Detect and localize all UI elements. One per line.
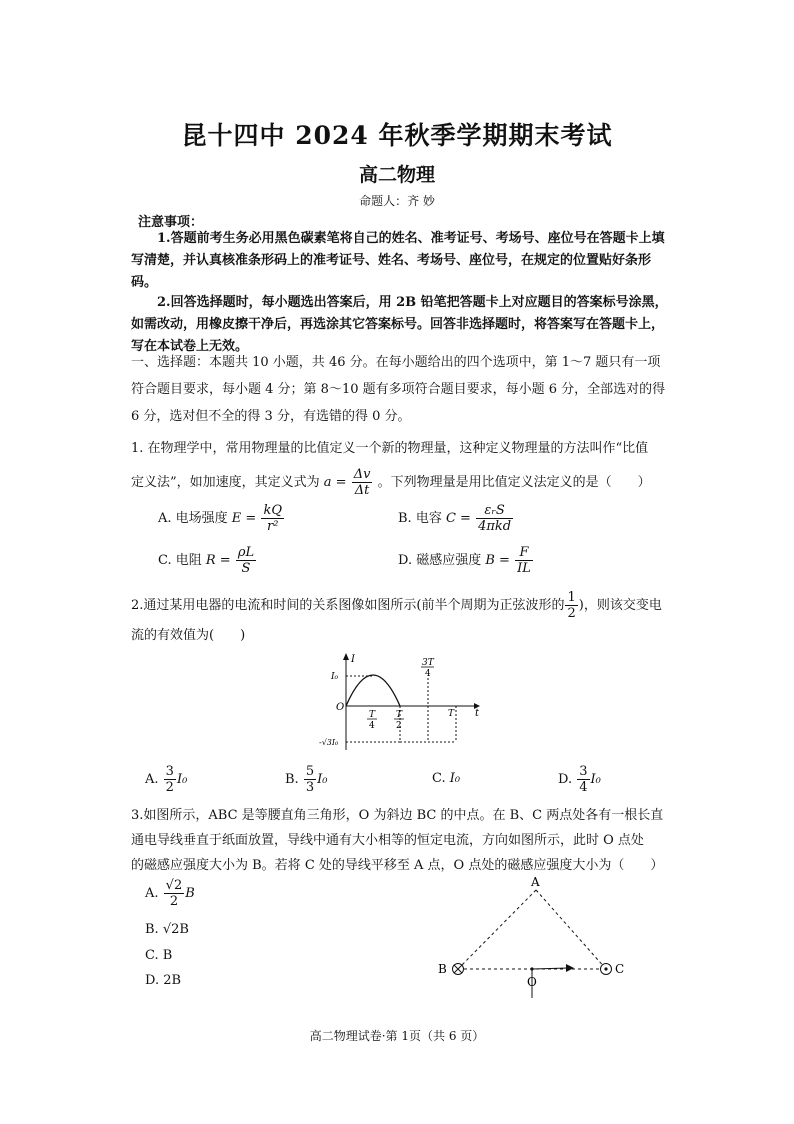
q2-option-a-den: 2 xyxy=(165,780,174,795)
q2-option-d-num: 3 xyxy=(579,764,588,779)
q1-option-c-den: S xyxy=(241,561,251,576)
q1-option-a xyxy=(158,503,285,534)
page-footer: 高二物理试卷·第 1页（共 6 页） xyxy=(309,1029,485,1043)
q3-line-1: 3.如图所示，ABC 是等腰直角三角形，O 为斜边 BC 的中点。在 B、C 两点处各有一根长直 xyxy=(131,808,664,823)
q2-graph-t-quarter-num: T xyxy=(369,710,376,720)
q2-graph-t-3q-num: 3T xyxy=(422,658,434,668)
q1-option-b-den: 4πkd xyxy=(478,519,512,534)
q2-graph-sine-segment xyxy=(346,675,400,706)
exam-title: 昆十四中 2024 年秋季学期期末考试 xyxy=(181,121,613,150)
q2-graph-t-full-label: T xyxy=(448,709,455,719)
q1-def-den: Δt xyxy=(354,483,370,498)
q2-graph-y-arrow xyxy=(343,653,349,660)
q2-current-graph xyxy=(319,650,487,752)
q1-option-c xyxy=(158,545,257,576)
q2-option-a-num: 3 xyxy=(165,764,174,779)
q1-option-d-lhs: B = xyxy=(485,553,510,568)
q2-half-den: 2 xyxy=(567,606,576,621)
q1-option-c-num: ρL xyxy=(237,545,255,560)
q1-line-1: 1. 在物理学中，常用物理量的比值定义一个新的物理量，这种定义物理量的方法叫作“比值 xyxy=(131,441,649,456)
q1-option-d-num: F xyxy=(515,545,533,561)
q1-line-2-start: 定义法”，如加速度，其定义式为 xyxy=(131,475,320,490)
q3-option-a-var: B xyxy=(185,886,195,901)
q2-option-c-var: I₀ xyxy=(449,771,461,786)
notes-heading: 注意事项： xyxy=(138,215,204,230)
notes-item-1: 1.答题前考生务必用黑色碳素笔将自己的姓名、准考证号、考场号、座位号在答题卡上填写清楚，并认真核准条形码上的准考证号、姓名、考场号、座位号，在规定的位置贴好条形码。 xyxy=(131,231,665,290)
q1-option-d xyxy=(398,545,534,576)
q1-option-b-lhs: C = xyxy=(445,511,471,526)
q3-option-a-den: 2 xyxy=(169,894,179,909)
q1-option-b-num: εᵣS xyxy=(476,503,513,519)
q3-triangle-diagram xyxy=(430,872,640,1007)
notes-item-2: 2.回答选择题时，每小题选出答案后，用 2B 铅笔把答题卡上对应题目的答案标号涂黑，如需改动，用橡皮擦干净后，再选涂其它答案标号。回答非选择题时，将答案写在答题卡上，写在本试卷上无效。 xyxy=(131,295,668,354)
q2-option-a-var: I₀ xyxy=(176,772,188,787)
q2-option-d-fraction xyxy=(577,764,589,795)
q1-option-d-label: D. 磁感应强度 xyxy=(398,553,482,568)
q2-option-b-var: I₀ xyxy=(317,772,328,787)
q2-option-c-label: C. xyxy=(432,771,446,786)
q1-option-b-label: B. 电容 xyxy=(398,511,442,526)
q3-label-b: B xyxy=(438,962,447,976)
q3-option-d: D. 2B xyxy=(145,973,182,988)
q2-option-b xyxy=(285,764,327,795)
q2-line-1-start: 2.通过某用电器的电流和时间的关系图像如图所示(前半个周期为正弦波形的 xyxy=(131,598,565,613)
q3-line-2: 通电导线垂直于纸面放置，导线中通有大小相等的恒定电流，方向如图所示，此时 O 点处 xyxy=(131,833,644,848)
q1-option-d-den: IL xyxy=(517,561,531,576)
q3-option-c: C. B xyxy=(145,948,173,963)
q2-option-d-den: 4 xyxy=(579,780,588,795)
q1-option-a-den: r² xyxy=(267,519,279,534)
q3-side-ac xyxy=(536,890,606,969)
q3-option-b: B. √2B xyxy=(145,922,189,937)
q1-option-d-fraction xyxy=(515,545,533,576)
q1-option-a-num: kQ xyxy=(263,503,282,518)
q2-option-c xyxy=(432,771,460,786)
q2-option-d-label: D. xyxy=(558,772,573,787)
q1-def-fraction xyxy=(352,467,373,498)
q1-def-num: Δv xyxy=(353,467,371,482)
q3-label-o: O xyxy=(527,975,537,989)
q2-option-d-var: I₀ xyxy=(590,772,601,787)
q2-option-d xyxy=(558,764,601,795)
q1-option-a-lhs: E = xyxy=(231,511,257,526)
q1-line-2 xyxy=(131,467,651,498)
q2-half-num: 1 xyxy=(567,590,576,605)
q2-graph-t-quarter-den: 4 xyxy=(369,721,375,731)
q2-option-a-fraction xyxy=(164,764,176,795)
q3-option-a xyxy=(145,878,195,909)
q3-side-ab xyxy=(458,890,536,969)
q3-field-arrowhead xyxy=(566,964,574,972)
section-1-instructions: 一、选择题：本题共 10 小题，共 46 分。在每小题给出的四个选项中，第 1～7 题只有一项符合题目要求，每小题 4 分；第 8～10 题有多项符合题目要求，每小题 6 分，全部选对的得 6 分，选对但不全的得 3 分，有选错的得 0 分。 xyxy=(131,355,666,424)
q2-graph-t-3q-den: 4 xyxy=(425,669,431,679)
q2-graph-t-half-num: T xyxy=(396,710,403,720)
author-line: 命题人：齐 妙 xyxy=(359,194,435,208)
q1-option-b xyxy=(398,503,514,534)
q1-option-c-lhs: R = xyxy=(205,553,231,568)
q3-option-a-num: √2 xyxy=(165,878,183,893)
q2-graph-neg-label: -√3I₀ xyxy=(319,738,339,747)
q3-option-a-label: A. xyxy=(145,886,159,901)
q2-line-2: 流的有效值为( ) xyxy=(131,628,246,643)
q1-def-lhs: a = xyxy=(323,475,347,490)
q2-option-a xyxy=(145,764,187,795)
q2-option-a-label: A. xyxy=(145,772,159,787)
q2-graph-peak-label: I₀ xyxy=(331,672,339,682)
q2-graph-t-half-den: 2 xyxy=(396,721,402,731)
q2-option-b-fraction xyxy=(304,764,316,795)
q1-line-2-end: 。下列物理量是用比值定义法定义的是（ ） xyxy=(377,475,651,490)
q1-option-a-fraction xyxy=(261,503,284,534)
q2-half-fraction xyxy=(565,590,577,621)
q1-option-c-label: C. 电阻 xyxy=(158,553,202,568)
q2-graph-axis-x-label: t xyxy=(475,708,480,719)
q3-wire-c-dot xyxy=(604,967,607,970)
q3-line-3: 的磁感应强度大小为 B。若将 C 处的导线平移至 A 点，O 点处的磁感应强度大小为（ ） xyxy=(131,858,664,873)
q2-graph-axis-y-label: I xyxy=(351,654,355,665)
q3-label-a: A xyxy=(531,875,540,889)
q2-line-1 xyxy=(131,590,662,621)
q2-option-b-num: 5 xyxy=(305,764,315,779)
subject-title: 高二物理 xyxy=(358,164,435,186)
q1-option-c-fraction xyxy=(236,545,256,576)
q2-option-b-den: 3 xyxy=(305,780,315,795)
q1-option-b-fraction xyxy=(476,503,513,534)
q2-graph-origin-label: O xyxy=(336,702,345,713)
q3-label-c: C xyxy=(615,962,625,976)
q3-option-a-fraction xyxy=(164,878,185,909)
q1-option-a-label: A. 电场强度 xyxy=(158,511,228,526)
q2-line-1-end: )，则该交变电 xyxy=(578,598,662,613)
q2-option-b-label: B. xyxy=(285,772,299,787)
